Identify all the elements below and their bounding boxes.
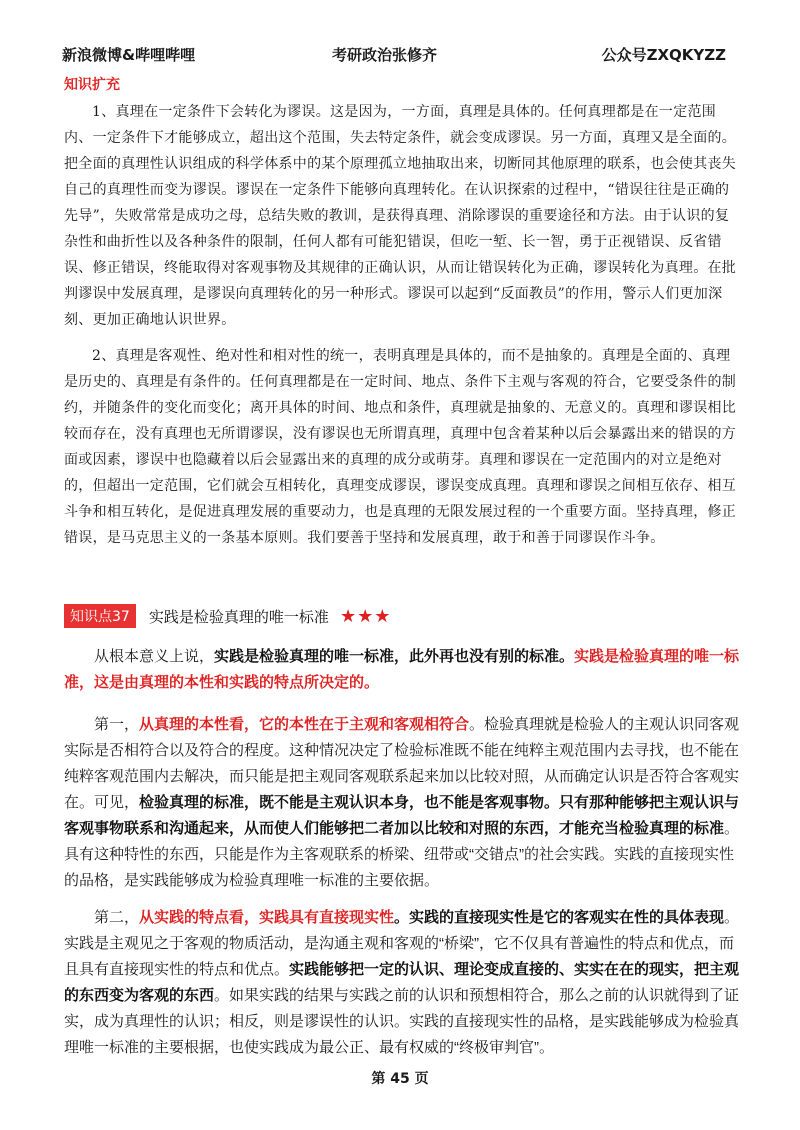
- intro-text-1: 从根本意义上说，: [94, 648, 215, 665]
- point-two-bold-1: 。实践的直接现实性是它的客观实在性的具体表现: [394, 909, 725, 926]
- point-one-tail: 。具有这种特性的东西，只能是作为主客观联系的桥梁、纽带或“交错点”的社会实践。实践的直接现实性的品格，是实践能够成为检验真理唯一标准的主要依据。: [64, 820, 740, 889]
- header-author: 考研政治张修齐: [332, 46, 438, 64]
- header-weibo-bilibili: 新浪微博&哔哩哔哩: [62, 46, 196, 64]
- extension-paragraph-2: 2、真理是客观性、绝对性和相对性的统一，表明真理是具体的，而不是抽象的。真理是全面的、真理是历史的、真理是有条件的。任何真理都是在一定时间、地点、条件下主观与客观的符合，它要受条件的制约，并随条件的变化而变化；离开具体的时间、地点和条件，真理就是抽象的、无意义的。真理和谬误相比较而存在，没有真理也无所谓谬误，没有谬误也无所谓真理，真理中包含着某种以后会暴露出来的错误的方面或因素，谬误中也隐藏着以后会显露出来的真理的成分或萌芽。真理和谬误在一定范围内的对立是绝对的，但超出一定范围，它们就会互相转化，真理变成谬误，谬误变成真理。真理和谬误之间相互依存、相互斗争和相互转化，是促进真理发展的重要动力，也是真理的无限发展过程的一个重要方面。坚持真理，修正错误，是马克思主义的一条基本原则。我们要善于坚持和发展真理，敢于和善于同谬误作斗争。: [64, 348, 737, 546]
- point-two-paragraph: [64, 905, 744, 1061]
- point-one-lead: 第一，: [94, 716, 140, 733]
- knowledge-extension-tag: 知识扩充: [64, 77, 120, 93]
- extension-paragraph-1: 1、真理在一定条件下会转化为谬误。这是因为，一方面，真理是具体的。任何真理都是在一定范围内、一定条件下才能够成立，超出这个范围，失去特定条件，就会变成谬误。另一方面，真理又是全面的。把全面的真理性认识组成的科学体系中的某个原理孤立地抽取出来，切断同其他原理的联系，也会使其丧失自己的真理性而变为谬误。谬误在一定条件下能够向真理转化。在认识探索的过程中，“错误往往是正确的先导”，失败常常是成功之母，总结失败的教训，是获得真理、消除谬误的重要途径和方法。由于认识的复杂性和曲折性以及各种条件的限制，任何人都有可能犯错误，但吃一堑、长一智，勇于正视错误、反省错误、修正错误，终能取得对客观事物及其规律的正确认识，从而让错误转化为正确，谬误转化为真理。在批判谬误中发展真理，是谬误向真理转化的另一种形式。谬误可以起到“反面教员”的作用，警示人们更加深刻、更加正确地认识世界。: [64, 104, 737, 328]
- point-one-bold: 检验真理的标准，既不能是主观认识本身，也不能是客观事物。只有那种能够把主观认识与客观事物联系和沟通起来，从而使人们能够把二者加以比较和对照的东西，才能充当检验真理的标准: [64, 794, 740, 837]
- point-two-bold-2: 实践能够把一定的认识、理论变成直接的、实实在在的现实，把主观的东西变为客观的东西: [64, 961, 740, 1004]
- point-one-paragraph: [64, 712, 744, 894]
- page-number: 第 45 页: [371, 1071, 429, 1087]
- point-two-red: 从实践的特点看，实践具有直接现实性: [139, 909, 395, 926]
- point-two-tail: 。如果实践的结果与实践之前的认识和预想相符合，那么之前的认识就得到了证实，成为真理性的认识；相反，则是谬误性的认识。实践的直接现实性的品格，是实践能够成为检验真理唯一标准的主要根据，也使实践成为最公正、最有权威的“终极审判官”。: [64, 987, 740, 1056]
- point-one-red: 从真理的本性看，它的本性在于主观和客观相符合: [139, 716, 470, 733]
- header-wechat-account: 公众号ZXQKYZZ: [601, 46, 726, 64]
- knowledge-point-badge: 知识点37: [64, 604, 136, 628]
- intro-text-3: ，此外再也没有别的标准。: [394, 648, 575, 665]
- point-two-lead: 第二，: [94, 909, 140, 926]
- point-two-text: 。实践是主观见之于客观的物质活动，是沟通主观和客观的“桥梁”，它不仅具有普遍性的特点和优点，而且具有直接现实性的特点和优点。: [64, 909, 740, 978]
- intro-bold: 实践是检验真理的唯一标准: [214, 648, 395, 665]
- knowledge-point-heading: [64, 604, 391, 630]
- importance-stars-icon: ★★★: [340, 605, 392, 627]
- point-one-text: 。检验真理就是检验人的主观认识同客观实际是否相符合以及符合的程度。这种情况决定了检验标准既不能在纯粹主观范围内去寻找，也不能在纯粹客观范围内去解决，而只能是把主观同客观联系起来加以比较对照，从而确定认识是否符合客观实在。可见，: [64, 716, 740, 811]
- page-header: [0, 44, 800, 72]
- knowledge-point-title: 实践是检验真理的唯一标准: [148, 607, 329, 626]
- intro-red-highlight: 实践是检验真理的唯一标准，这是由真理的本性和实践的特点所决定的。: [64, 648, 740, 691]
- intro-paragraph: [64, 644, 744, 696]
